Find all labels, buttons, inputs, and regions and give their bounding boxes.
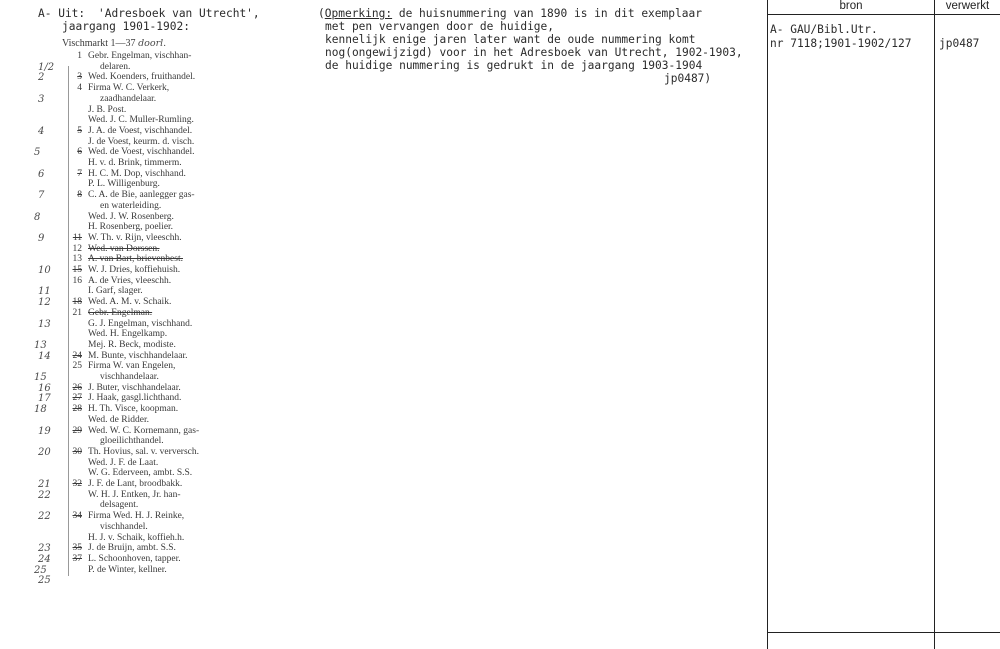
list-item: [22, 565, 262, 576]
resident-entry: W. Th. v. Rijn, vleeschh.: [88, 232, 182, 243]
list-item: [22, 426, 262, 437]
printed-house-number: 34: [72, 511, 82, 522]
list-item: [22, 447, 262, 458]
list-item: [22, 105, 262, 116]
list-item: [22, 479, 262, 490]
list-item: [22, 137, 262, 148]
handwritten-number: 19: [38, 425, 51, 437]
printed-house-number: 12: [72, 243, 82, 254]
list-item: [22, 468, 262, 479]
resident-entry: H. J. v. Schaik, koffieh.h.: [88, 532, 185, 543]
table-divider-left: [767, 0, 768, 649]
printed-house-number: 24: [72, 350, 82, 361]
handwritten-number: 22: [38, 511, 51, 523]
list-item: [22, 361, 262, 372]
resident-entry: J. F. de Lant, broodbakk.: [88, 479, 183, 489]
handwritten-number: 25: [34, 564, 47, 576]
source-year: jaargang 1901-1902:: [62, 20, 190, 33]
remark-line-6: jp0487): [664, 72, 712, 85]
list-item: [22, 329, 262, 340]
handwritten-number: 22: [38, 489, 51, 501]
bron-line-1: A- GAU/Bibl.Utr.: [770, 23, 878, 36]
list-item: [22, 543, 262, 554]
resident-entry: delaren.: [100, 61, 131, 72]
list-item: [22, 201, 262, 212]
remark-line-2: met pen vervangen door de huidige,: [325, 20, 555, 33]
list-item: [22, 265, 262, 276]
resident-entry: A. van Bart, brievenbest.: [88, 254, 183, 265]
list-item: [22, 233, 262, 244]
resident-entry: Firma Wed. H. J. Reinke,: [88, 511, 185, 522]
list-item: [22, 212, 262, 223]
printed-house-number: 25: [72, 361, 82, 372]
printed-house-number: 6: [77, 147, 82, 158]
printed-house-number: 30: [72, 446, 82, 457]
resident-entry: H. C. M. Dop, vischhand.: [88, 168, 186, 179]
resident-entry: G. J. Engelman, vischhand.: [88, 318, 193, 329]
handwritten-number: 16: [38, 382, 51, 394]
list-item: [22, 190, 262, 201]
list-item: [22, 254, 262, 265]
resident-entry: vischhandelaar.: [100, 372, 159, 382]
list-item: [22, 286, 262, 297]
list-item: [22, 340, 262, 351]
printed-house-number: 32: [72, 479, 82, 489]
printed-house-number: 16: [72, 275, 82, 286]
list-item: [22, 383, 262, 394]
remark-line-5: de huidige nummering is gedrukt in de jaargang 1903-1904: [325, 59, 703, 72]
resident-entry: J. Buter, vischhandelaar.: [88, 382, 181, 393]
resident-entry: Firma W. C. Verkerk,: [88, 83, 170, 94]
printed-house-number: 15: [72, 265, 82, 275]
list-item: [22, 179, 262, 190]
printed-house-number: 26: [72, 382, 82, 393]
printed-house-number: 13: [72, 254, 82, 265]
resident-entry: P. de Winter, kellner.: [88, 564, 167, 575]
printed-house-number: 3: [77, 72, 82, 83]
handwritten-number: 7: [38, 190, 45, 202]
resident-entry: Firma W. van Engelen,: [88, 361, 176, 372]
list-item: [22, 575, 262, 586]
resident-entry: Wed. de Ridder.: [88, 414, 149, 425]
list-item: [22, 372, 262, 383]
list-item: [22, 51, 262, 62]
table-header-rule: [767, 14, 1000, 15]
resident-entry: Mej. R. Beck, modiste.: [88, 339, 176, 350]
list-item: [22, 404, 262, 415]
list-item: [22, 490, 262, 501]
resident-entry: Wed. van Dorssen.: [88, 243, 160, 254]
printed-house-number: 27: [72, 393, 82, 404]
handwritten-number: 21: [38, 479, 51, 490]
resident-entry: A. de Vries, vleeschh.: [88, 275, 172, 286]
list-item: [22, 297, 262, 308]
handwritten-number: 20: [38, 446, 51, 458]
table-divider-middle: [934, 0, 935, 649]
resident-entry: en waterleiding.: [100, 200, 162, 211]
remark-line-3: kennelijk enige jaren later want de oude nummering komt: [325, 33, 696, 46]
list-item: [22, 351, 262, 362]
list-item: [22, 500, 262, 511]
resident-entry: H. Rosenberg, poelier.: [88, 222, 174, 233]
handwritten-number: 5: [34, 147, 41, 159]
printed-house-number: 1: [77, 51, 82, 61]
handwritten-number: 25: [38, 575, 51, 587]
resident-entry: P. L. Willigenburg.: [88, 179, 160, 190]
printed-house-number: 29: [72, 425, 82, 436]
resident-entry: delsagent.: [100, 500, 139, 511]
handwritten-number: 15: [34, 372, 47, 383]
source-title: 'Adresboek van Utrecht',: [98, 7, 260, 20]
resident-entry: I. Garf, slager.: [88, 286, 143, 297]
list-item: [22, 126, 262, 137]
list-item: [22, 222, 262, 233]
resident-entry: H. v. d. Brink, timmerm.: [88, 158, 182, 168]
resident-entry: Wed. J. F. de Laat.: [88, 457, 159, 468]
handwritten-number: 13: [38, 318, 51, 330]
printed-house-number: 35: [72, 543, 82, 554]
list-item: [22, 511, 262, 522]
resident-entry: W. G. Ederveen, ambt. S.S.: [88, 468, 193, 479]
list-item: [22, 72, 262, 83]
resident-entry: Th. Hovius, sal. v. verversch.: [88, 446, 199, 457]
list-item: [22, 533, 262, 544]
resident-entry: Wed. J. C. Muller-Rumling.: [88, 115, 194, 126]
bron-line-2: nr 7118;1901-1902/127: [770, 37, 912, 50]
resident-entry: J. B. Post.: [88, 104, 127, 115]
list-item: [22, 94, 262, 105]
printed-house-number: 37: [72, 553, 82, 564]
printed-house-number: 21: [72, 307, 82, 318]
list-item: [22, 244, 262, 255]
resident-entry: zaadhandelaar.: [100, 93, 157, 104]
resident-entry: L. Schoonhoven, tapper.: [88, 553, 181, 564]
printed-house-number: 4: [77, 83, 82, 94]
resident-entry: M. Bunte, vischhandelaar.: [88, 350, 188, 361]
resident-entry: J. de Voest, keurm. d. visch.: [88, 136, 195, 147]
list-item: [22, 458, 262, 469]
list-item: [22, 115, 262, 126]
handwritten-number: 18: [34, 404, 47, 416]
list-item: [22, 83, 262, 94]
handwritten-number: 23: [38, 543, 51, 555]
resident-entry: Wed. W. C. Kornemann, gas-: [88, 425, 200, 436]
resident-entry: Gebr. Engelman.: [88, 307, 153, 318]
resident-entry: Wed. H. Engelkamp.: [88, 329, 168, 340]
resident-entry: C. A. de Bie, aanlegger gas-: [88, 190, 195, 201]
printed-house-number: 7: [77, 168, 82, 179]
clipping-edge: [68, 66, 69, 576]
resident-entry: Wed. J. W. Rosenberg.: [88, 211, 174, 222]
handwritten-number: 3: [38, 93, 45, 105]
list-item: [22, 522, 262, 533]
printed-house-number: 8: [77, 190, 82, 201]
column-header-bron: bron: [839, 0, 863, 12]
handwritten-number: 6: [38, 168, 45, 180]
handwritten-number: 14: [38, 350, 51, 362]
list-item: [22, 319, 262, 330]
list-item: [22, 308, 262, 319]
verwerkt-value: jp0487: [939, 37, 980, 50]
handwritten-number: 9: [38, 232, 45, 244]
handwritten-number: 17: [38, 393, 51, 405]
resident-entry: Gebr. Engelman, vischhan-: [88, 51, 192, 61]
resident-entry: J. A. de Voest, vischhandel.: [88, 125, 193, 136]
handwritten-number: 2: [38, 72, 45, 84]
handwritten-number: 10: [38, 265, 51, 276]
resident-entry: vischhandel.: [100, 521, 148, 532]
printed-house-number: 18: [72, 297, 82, 308]
handwritten-number: 24: [38, 553, 51, 565]
resident-entry: Wed. A. M. v. Schaik.: [88, 297, 172, 308]
address-book-clipping: [22, 10, 262, 587]
remark-line-1: (Opmerking: de huisnummering van 1890 is in dit exemplaar: [318, 7, 702, 20]
clipping-heading: Vischmarkt 1—37: [62, 38, 136, 49]
column-header-verwerkt: verwerkt: [945, 0, 990, 12]
list-item: [22, 169, 262, 180]
list-item: [22, 415, 262, 426]
clipping-heading-note: doorl.: [138, 38, 167, 49]
handwritten-number: 12: [38, 297, 51, 309]
list-item: [22, 158, 262, 169]
handwritten-number: 11: [38, 286, 51, 298]
resident-entry: Wed. de Voest, vischhandel.: [88, 147, 195, 158]
handwritten-number: 13: [34, 339, 47, 351]
list-item: [22, 147, 262, 158]
resident-entry: Wed. Koenders, fruithandel.: [88, 72, 196, 83]
table-row-rule: [767, 632, 1000, 633]
handwritten-number: 4: [38, 125, 45, 137]
list-item: [22, 393, 262, 404]
resident-entry: J. de Bruijn, ambt. S.S.: [88, 543, 176, 554]
handwritten-number: 8: [34, 211, 41, 223]
resident-entry: H. Th. Visce, koopman.: [88, 404, 179, 415]
remark-label: Opmerking:: [324, 7, 393, 20]
printed-house-number: 11: [72, 232, 82, 243]
remark-line-4: nog(ongewijzigd) voor in het Adresboek van Utrecht, 1902-1903,: [325, 46, 743, 59]
printed-house-number: 28: [72, 404, 82, 415]
resident-entry: gloeilichthandel.: [100, 436, 164, 447]
resident-entry: W. J. Dries, koffiehuish.: [88, 265, 181, 275]
resident-entry: J. Haak, gasgl.lichthand.: [88, 393, 182, 404]
handwritten-number: 1/2: [38, 61, 55, 73]
printed-house-number: 5: [77, 125, 82, 136]
list-item: [22, 554, 262, 565]
source-prefix: A- Uit:: [38, 7, 86, 20]
list-item: [22, 436, 262, 447]
resident-entry: W. H. J. Entken, Jr. han-: [88, 489, 181, 500]
